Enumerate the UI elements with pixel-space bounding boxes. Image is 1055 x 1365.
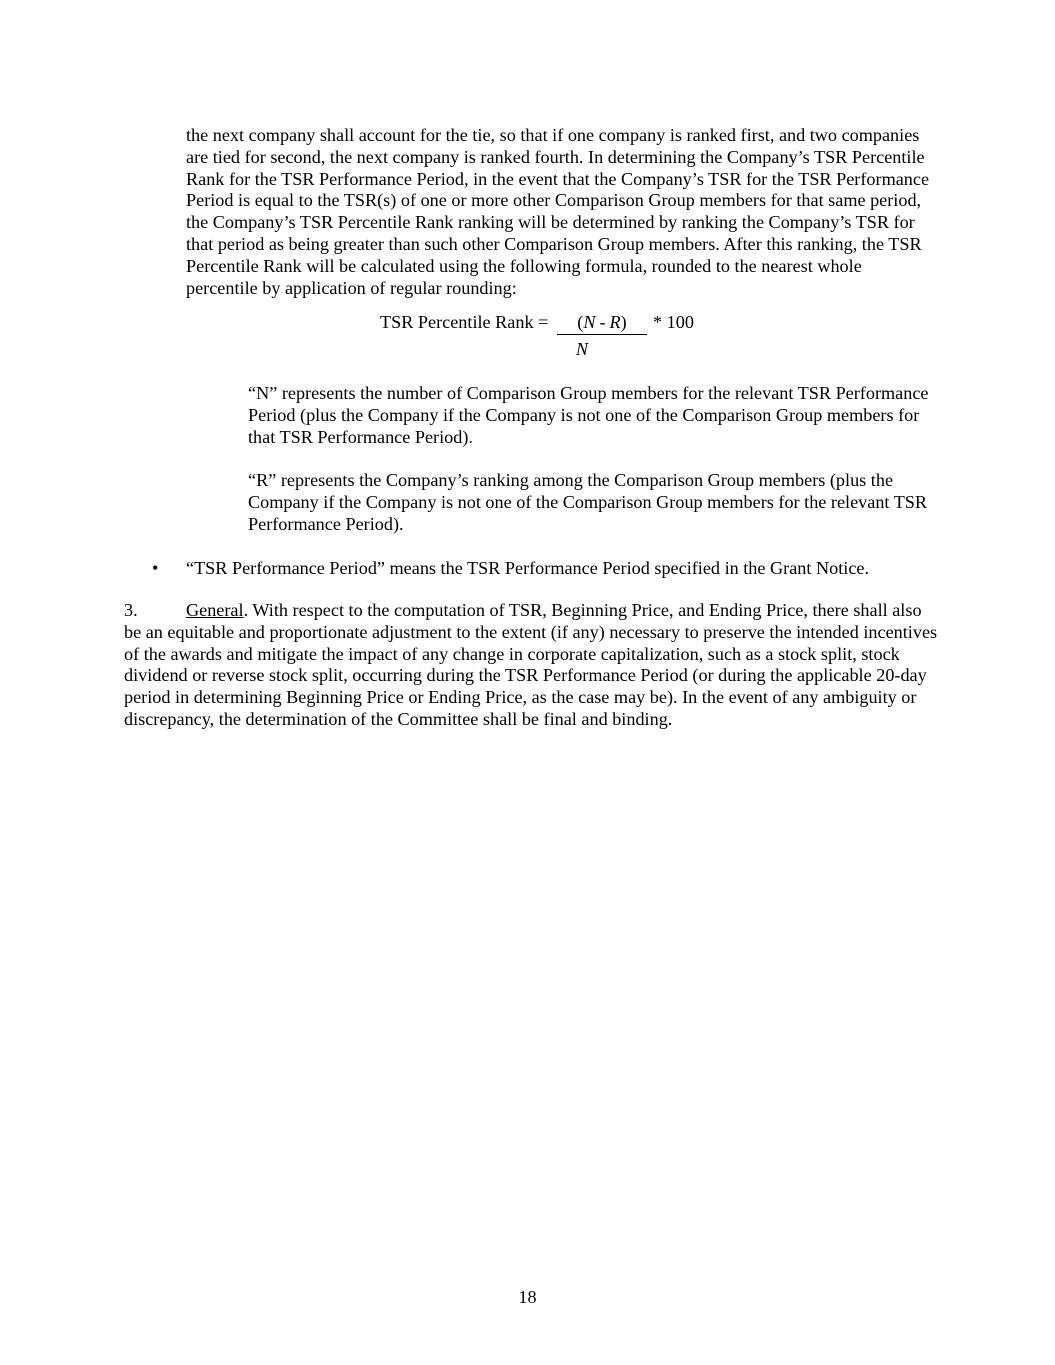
formula-numerator xyxy=(557,312,647,335)
formula-denominator: N xyxy=(575,339,589,359)
section-title: General xyxy=(186,600,244,620)
numerator-close-paren: ) xyxy=(620,312,627,332)
formula-multiplier: * 100 xyxy=(653,312,694,332)
definition-n: “N” represents the number of Comparison Group members for the relevant TSR Performance Period (plus the Company if the Company is not one of the Comparison Group members for that TSR Performance Period). xyxy=(248,383,929,447)
bullet-text: “TSR Performance Period” means the TSR Performance Period specified in the Grant Notice. xyxy=(186,558,870,578)
tie-ranking-paragraph: the next company shall account for the tie, so that if one company is ranked first, and two companies are tied for second, the next company is ranked fourth. In determining the Company’s TSR Percentile Rank for the TSR Performance Period, in the event that the Company’s TSR for the TSR Performance Period is equal to the TSR(s) of one or more other Comparison Group members for that same period, the Company’s TSR Percentile Rank ranking will be determined by ranking the Company’s TSR for that period as being greater than such other Comparison Group members. After this ranking, the TSR Percentile Rank will be calculated using the following formula, rounded to the nearest whole percentile by application of regular rounding: xyxy=(186,125,930,298)
numerator-minus: - xyxy=(599,312,606,332)
numerator-open-paren: ( xyxy=(577,312,584,332)
bullet-icon: • xyxy=(152,558,159,578)
definition-r: “R” represents the Company’s ranking among the Comparison Group members (plus the Company if the Company is not one of the Comparison Group members for the relevant TSR Performance Period). xyxy=(248,470,928,534)
section-body: . With respect to the computation of TSR, Beginning Price, and Ending Price, there shall also be an equitable and proportionate adjustment to the extent (if any) necessary to preserve the intended incentives of the awards and mitigate the impact of any change in corporate capitalization, such as a stock split, stock dividend or reverse stock split, occurring during the TSR Performance Period (or during the applicable 20-day period in determining Beginning Price or Ending Price, as the case may be). In the event of any ambiguity or discrepancy, the determination of the Committee shall be final and binding. xyxy=(124,600,938,729)
numerator-r: R xyxy=(609,312,621,332)
section-number: 3. xyxy=(124,600,138,620)
numerator-n: N xyxy=(583,312,596,332)
formula-lhs: TSR Percentile Rank = xyxy=(380,312,549,332)
section-3-paragraph xyxy=(124,600,939,731)
page-number: 18 xyxy=(518,1287,537,1307)
tsr-percentile-formula xyxy=(380,312,780,362)
